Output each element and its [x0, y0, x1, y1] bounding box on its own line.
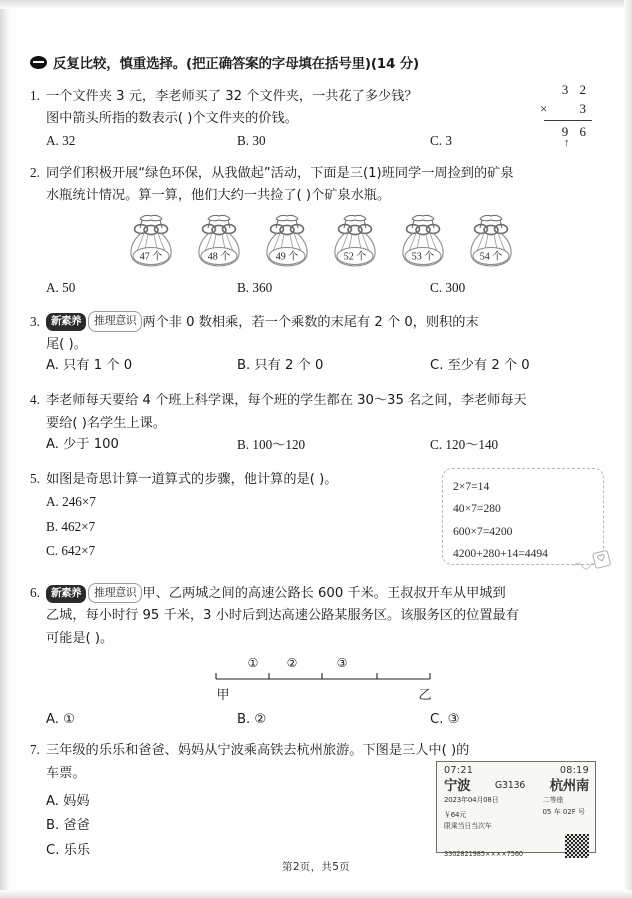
- q4-option-b[interactable]: B. 100～120: [237, 437, 306, 452]
- question-5: [30, 468, 604, 572]
- number-line-label-2: ②: [286, 656, 298, 671]
- bag-label: 48 个: [207, 251, 231, 263]
- bag-label: 49 个: [275, 251, 299, 263]
- q3-line-1: [30, 311, 604, 333]
- section-title: 反复比较，慎重选择。(把正确答案的字母填在括号里)(14 分): [53, 56, 419, 72]
- page-edge-bottom: [0, 890, 632, 898]
- q2-number: 2.: [30, 164, 40, 180]
- q4-number: 4.: [30, 392, 40, 408]
- q2-bag-illustrations: [30, 211, 604, 271]
- q3-new-literacy-badge: 新素养: [46, 313, 86, 331]
- q7-number: 7.: [30, 742, 40, 758]
- page-edge-right: [624, 0, 632, 898]
- q3-options: [30, 355, 604, 375]
- worksheet-content: [30, 52, 604, 879]
- ticket-arrive-time: 08:19: [559, 765, 589, 777]
- question-2: [30, 162, 604, 297]
- page-footer: 第2页，共5页: [282, 861, 350, 873]
- q6-text-2: 乙城，每小时行 95 千米，3 小时后到达高速公路某服务区。该服务区的位置最有: [46, 608, 519, 624]
- vmult-multiplicand: 3 2: [561, 82, 590, 97]
- q5-option-b[interactable]: B. 462×7: [46, 518, 96, 534]
- bag-icon: [460, 211, 522, 271]
- q2-text-2: 水瓶统计情况。算一算，他们大约一共捡了( )个矿泉水瓶。: [46, 188, 391, 204]
- q2-line-1: [30, 162, 604, 184]
- note-line-1: 2×7=14: [453, 480, 490, 493]
- q4-text-2: 要给( )名学生上课。: [46, 415, 166, 431]
- q6-number-line-diagram: [30, 651, 604, 707]
- q2-option-a[interactable]: A. 50: [46, 279, 76, 295]
- question-4: [30, 389, 604, 454]
- q1-options: [30, 130, 604, 150]
- q2-options: [30, 277, 604, 297]
- bag-icon: [392, 211, 454, 271]
- number-line-svg: [30, 651, 604, 707]
- q5-text-1: 如图是奇思计算一道算式的步骤，他计算的是( )。: [46, 472, 338, 487]
- bag-label: 53 个: [411, 251, 435, 263]
- q3-text-2: 尾( )。: [46, 336, 87, 352]
- q7-option-c[interactable]: C. 乐乐: [46, 842, 90, 858]
- q1-number: 1.: [30, 88, 40, 103]
- q7-option-b[interactable]: B. 爸爸: [46, 818, 90, 834]
- bag-icon: [324, 211, 386, 271]
- q5-number: 5.: [30, 471, 40, 486]
- q3-number: 3.: [30, 313, 40, 329]
- q4-options: [30, 434, 604, 454]
- ticket-id-number: 3302821985××××7560: [444, 849, 524, 858]
- q3-skill-badge: 推理意识: [88, 311, 142, 332]
- vmult-sign: ×: [540, 101, 548, 116]
- ticket-notice: 限乘当日当次车: [444, 822, 492, 831]
- q6-text-3: 可能是( )。: [46, 630, 114, 646]
- q3-option-a[interactable]: A. 只有 1 个 0: [46, 358, 133, 374]
- ticket-from-station: 宁波: [444, 779, 471, 795]
- q1-line-1: [30, 85, 604, 107]
- bag-label: 52 个: [343, 251, 367, 263]
- bag-icon: [120, 211, 182, 271]
- q4-option-a[interactable]: A. 少于 100: [46, 437, 119, 452]
- q6-new-literacy-badge: 新素养: [46, 585, 86, 603]
- q5-options: [30, 490, 604, 563]
- q2-text-1: 同学们积极开展“绿色环保，从我做起”活动，下面是三(1)班同学一周捡到的矿泉: [46, 165, 514, 181]
- q3-line-2: [30, 333, 604, 355]
- q6-text-1: 甲、乙两城之间的高速公路长 600 千米。王叔叔开车从甲城到: [142, 586, 506, 601]
- q4-option-c[interactable]: C. 120～140: [430, 437, 499, 452]
- q6-number: 6.: [30, 585, 40, 600]
- q2-option-b[interactable]: B. 360: [237, 279, 273, 295]
- number-line-left-label: 甲: [216, 688, 230, 704]
- ticket-price: ￥64元: [444, 810, 467, 819]
- q2-line-2: [30, 184, 604, 206]
- note-line-2: 40×7=280: [453, 502, 501, 516]
- q4-line-1: [30, 389, 604, 411]
- section-marker-icon: [30, 56, 47, 69]
- q6-line-1: [30, 582, 604, 604]
- bag-icon: [256, 211, 318, 271]
- vmult-arrow-icon: ↑: [564, 137, 570, 149]
- q2-option-c[interactable]: C. 300: [430, 279, 466, 295]
- q7-options: [30, 790, 604, 863]
- q6-line-3: [30, 627, 604, 649]
- q1-option-b[interactable]: B. 30: [237, 132, 266, 148]
- q1-option-c[interactable]: C. 3: [430, 132, 452, 148]
- q1-option-a[interactable]: A. 32: [46, 132, 76, 148]
- question-1: [30, 82, 604, 150]
- q5-option-a[interactable]: A. 246×7: [46, 494, 96, 510]
- page-edge-top: [0, 0, 632, 9]
- ticket-depart-time: 07:21: [444, 765, 474, 777]
- bag-label: 54 个: [479, 251, 503, 263]
- number-line-label-3: ③: [336, 656, 348, 671]
- q7-line-1: [30, 739, 604, 761]
- number-line-right-label: 乙: [418, 688, 432, 704]
- q6-option-b[interactable]: B. ②: [237, 712, 267, 728]
- vmult-rule: [544, 120, 592, 121]
- q4-text-1: 李老师每天要给 4 个班上科学课，每个班的学生都在 30～35 名之间，李老师每天: [46, 393, 527, 409]
- page-edge-left: [0, 0, 10, 898]
- question-6: [30, 582, 604, 729]
- q6-option-c[interactable]: C. ③: [430, 712, 460, 728]
- q7-option-a[interactable]: A. 妈妈: [46, 793, 90, 809]
- q3-text-1: 两个非 0 数相乘，若一个乘数的末尾有 2 个 0，则积的末: [142, 314, 479, 330]
- number-line-label-1: ①: [247, 656, 259, 671]
- ticket-to-station: 杭州南: [549, 779, 589, 795]
- q5-option-c[interactable]: C. 642×7: [46, 543, 96, 559]
- note-line-3: 600×7=4200: [453, 524, 513, 538]
- ticket-date: 2023年04月08日: [444, 796, 499, 805]
- ticket-seat-class: 二等座: [542, 796, 564, 805]
- q7-text-2: 车票。: [46, 765, 86, 781]
- vmult-multiplier-row: [536, 100, 598, 119]
- q1-text-2: 图中箭头所指的数表示( )个文件夹的价钱。: [46, 111, 298, 127]
- q6-options: [30, 709, 604, 729]
- q1-text-1: 一个文件夹 3 元，李老师买了 32 个文件夹，一共花了多少钱？: [46, 89, 418, 104]
- vmult-multiplier: 3: [579, 101, 590, 116]
- question-3: [30, 311, 604, 376]
- q3-option-c[interactable]: C. 至少有 2 个 0: [430, 358, 530, 374]
- vmult-result: 9 6: [561, 124, 590, 139]
- q6-option-a[interactable]: A. ①: [46, 712, 75, 728]
- bag-icon: [188, 211, 250, 271]
- q7-text-1: 三年级的乐乐和爸爸、妈妈从宁波乘高铁去杭州旅游。下图是三人中( )的: [46, 743, 470, 759]
- section-header: [30, 52, 604, 72]
- q6-skill-badge: 推理意识: [88, 583, 142, 604]
- q1-line-2: [30, 107, 604, 129]
- q6-line-2: [30, 604, 604, 626]
- q4-line-2: [30, 412, 604, 434]
- question-7: [30, 739, 604, 869]
- ticket-train-number: G3136: [494, 780, 525, 792]
- ticket-seat: 05 车 02F 号: [542, 807, 585, 816]
- note-line-4: 4200+280+14=4494: [453, 546, 548, 560]
- bag-label: 47 个: [139, 251, 163, 263]
- q3-option-b[interactable]: B. 只有 2 个 0: [237, 358, 324, 374]
